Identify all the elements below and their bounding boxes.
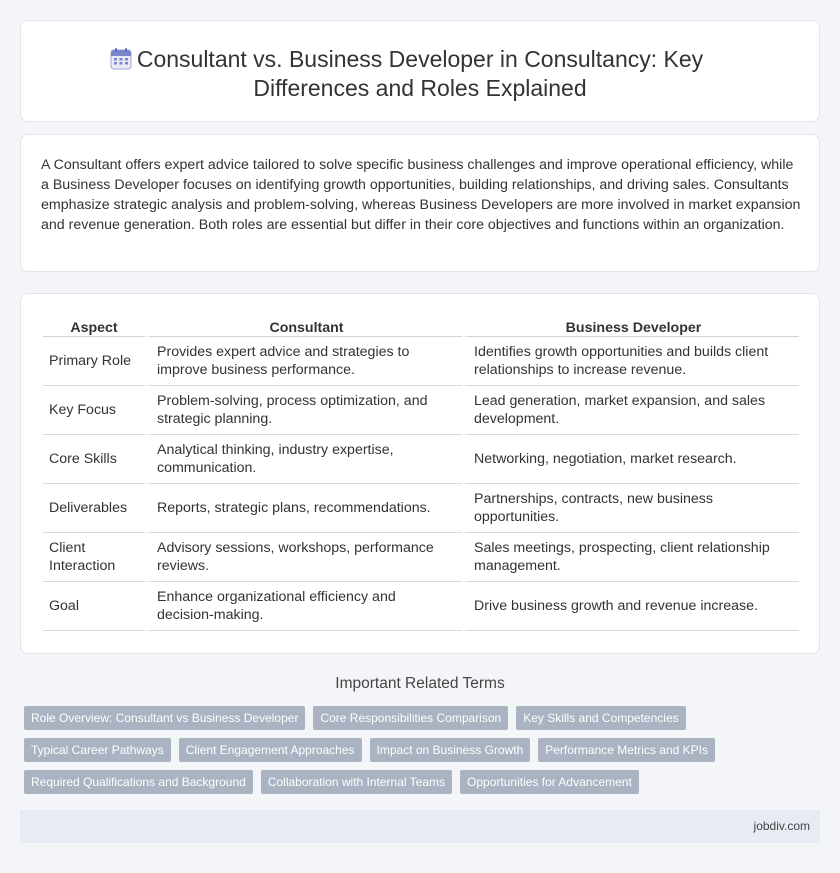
table-row: [43, 533, 799, 582]
related-terms-list: [24, 706, 824, 802]
cell-business-developer: Lead generation, market expansion, and sales development.: [462, 386, 799, 435]
page-title: Consultant vs. Business Developer in Consultancy: Key Differences and Roles Explained: [136, 46, 704, 101]
cell-consultant: Reports, strategic plans, recommendations.: [145, 484, 462, 533]
header-consultant: Consultant: [145, 314, 462, 337]
related-term-tag[interactable]: Role Overview: Consultant vs Business Developer: [24, 706, 305, 730]
related-term-tag[interactable]: Impact on Business Growth: [370, 738, 531, 762]
cell-aspect: Core Skills: [43, 435, 145, 484]
cell-business-developer: Networking, negotiation, market research.: [462, 435, 799, 484]
cell-aspect: Client Interaction: [43, 533, 145, 582]
related-term-tag[interactable]: Performance Metrics and KPIs: [538, 738, 715, 762]
cell-consultant: Analytical thinking, industry expertise, communication.: [145, 435, 462, 484]
related-term-tag[interactable]: Key Skills and Competencies: [516, 706, 685, 730]
table-row: [43, 582, 799, 631]
header-business-developer: Business Developer: [462, 314, 799, 337]
related-term-tag[interactable]: Client Engagement Approaches: [179, 738, 362, 762]
header-aspect: Aspect: [43, 314, 145, 337]
tag-row: [24, 770, 824, 794]
cell-consultant: Problem-solving, process optimization, and strategic planning.: [145, 386, 462, 435]
cell-business-developer: Sales meetings, prospecting, client relationship management.: [462, 533, 799, 582]
related-term-tag[interactable]: Required Qualifications and Background: [24, 770, 253, 794]
related-term-tag[interactable]: Opportunities for Advancement: [460, 770, 639, 794]
cell-aspect: Key Focus: [43, 386, 145, 435]
intro-text: A Consultant offers expert advice tailored to solve specific business challenges and improve operational efficiency, while a Business Developer focuses on identifying growth opportunities, building relationships, and driving sales. Consultants emphasize strategic analysis and problem-solving, whereas Business Developers are more involved in market expansion and revenue generation. Both roles are essential but differ in their core objectives and functions within an organization.: [41, 157, 801, 233]
related-term-tag[interactable]: Core Responsibilities Comparison: [313, 706, 508, 730]
cell-business-developer: Partnerships, contracts, new business opportunities.: [462, 484, 799, 533]
cell-consultant: Advisory sessions, workshops, performance reviews.: [145, 533, 462, 582]
footer: [20, 810, 820, 843]
related-term-tag[interactable]: Collaboration with Internal Teams: [261, 770, 452, 794]
intro-card: [20, 134, 820, 272]
cell-aspect: Primary Role: [43, 337, 145, 386]
comparison-table: [43, 314, 799, 631]
table-row: [43, 484, 799, 533]
table-row: [43, 435, 799, 484]
tag-row: [24, 738, 824, 762]
cell-aspect: Goal: [43, 582, 145, 631]
related-term-tag[interactable]: Typical Career Pathways: [24, 738, 171, 762]
table-header-row: [43, 314, 799, 337]
related-terms-title: Important Related Terms: [335, 675, 505, 692]
tag-row: [24, 706, 824, 730]
cell-consultant: Enhance organizational efficiency and decision-making.: [145, 582, 462, 631]
table-row: [43, 386, 799, 435]
cell-consultant: Provides expert advice and strategies to improve business performance.: [145, 337, 462, 386]
cell-business-developer: Identifies growth opportunities and builds client relationships to increase revenue.: [462, 337, 799, 386]
comparison-table-card: [20, 293, 820, 654]
cell-aspect: Deliverables: [43, 484, 145, 533]
footer-site-link[interactable]: jobdiv.com: [753, 819, 810, 833]
header-card: [20, 20, 820, 122]
cell-business-developer: Drive business growth and revenue increase.: [462, 582, 799, 631]
table-row: [43, 337, 799, 386]
